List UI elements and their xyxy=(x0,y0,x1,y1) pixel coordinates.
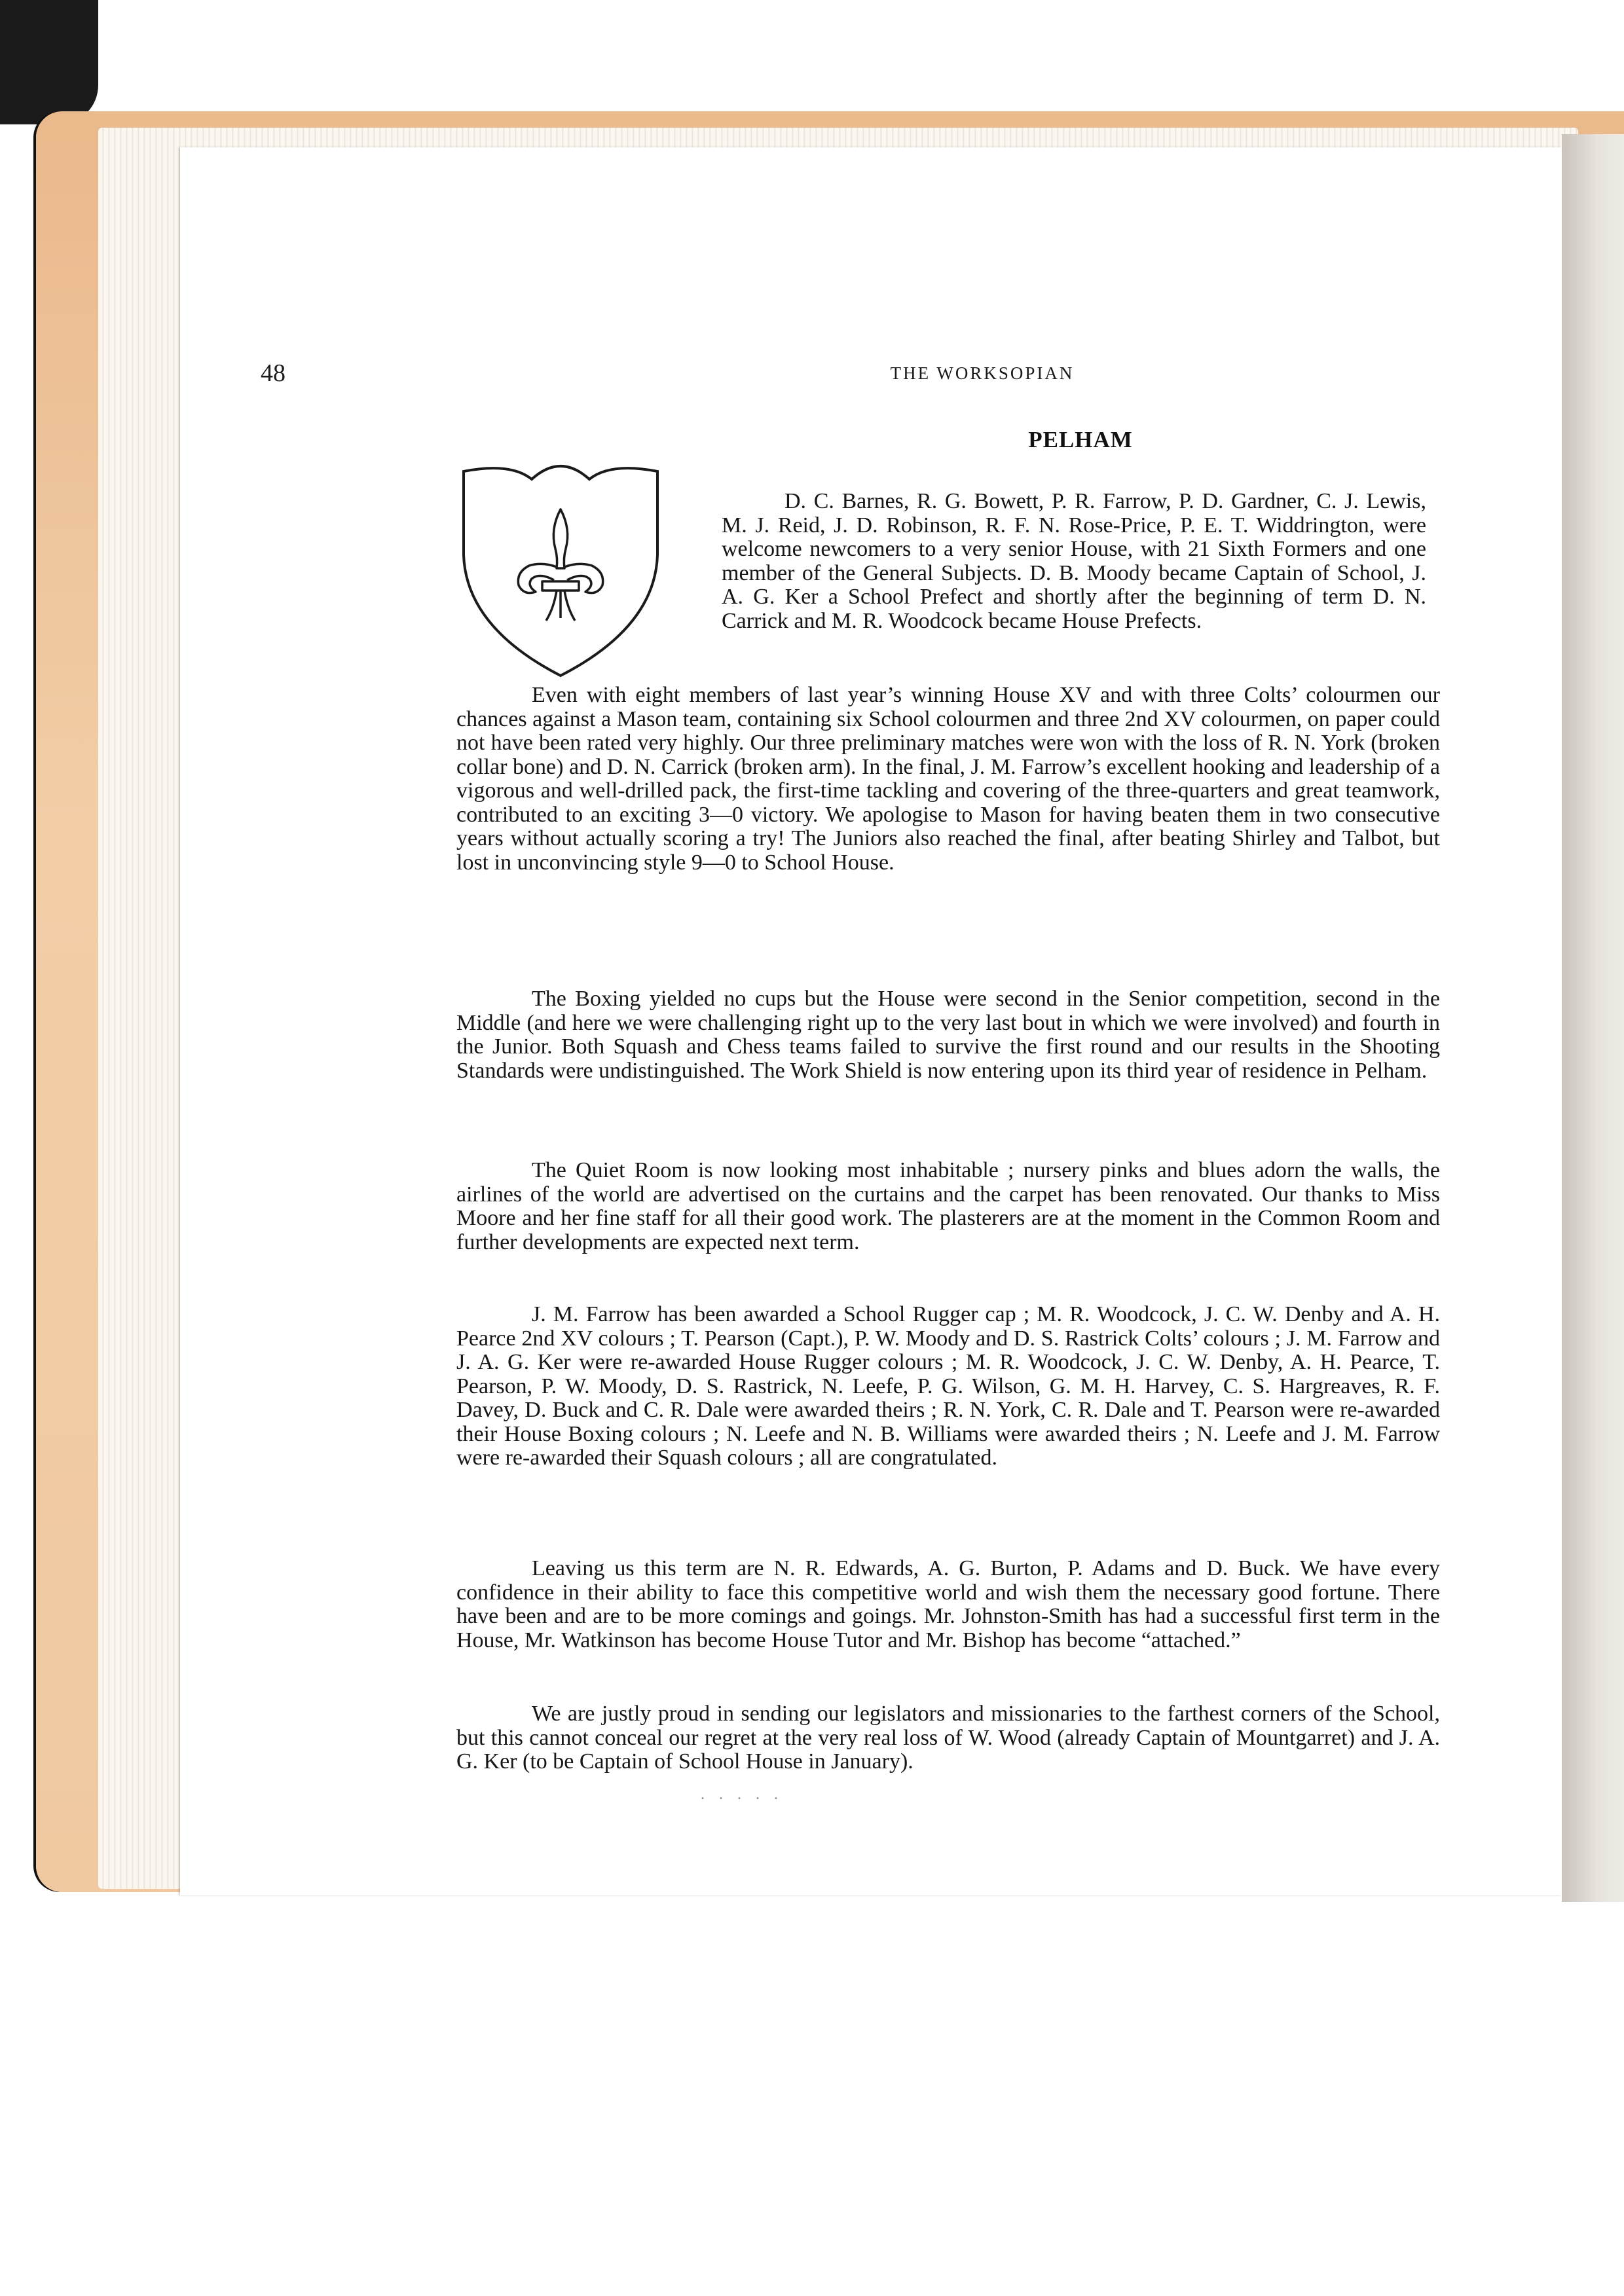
print-specks: . . . . . xyxy=(701,1786,783,1803)
paragraph-boxing: The Boxing yielded no cups but the House were second in the Senior competition, second in the Middle (and here we were challenging right up to the very last bout in which we were involved) and fourth in the Junior. Both Squash and Chess teams failed to survive the first round and our results in the Shooting Standards were undistinguished. The Work Shield is now entering upon its third year of residence in Pelham. xyxy=(456,987,1440,1083)
binding-shadow xyxy=(1562,134,1624,1902)
paragraph-quiet-room: The Quiet Room is now looking most inhabitable ; nursery pinks and blues adorn the walls, the airlines of the world are advertised on the curtains and the carpet has been renovated. Our thanks to Miss Moore and her fine staff for all their good work. The plasterers are at the moment in the Common Room and further developments are expected next term. xyxy=(456,1158,1440,1254)
page-number: 48 xyxy=(261,359,286,387)
scan-corner xyxy=(0,0,98,124)
fleur-de-lis-shield-icon xyxy=(458,457,663,680)
paragraph-legislators: We are justly proud in sending our legislators and missionaries to the farthest corners of the School, but this cannot conceal our regret at the very real loss of W. Wood (already Captain of Mountgarret) and J. A. G. Ker (to be Captain of School House in January). xyxy=(456,1702,1440,1774)
paragraph-leaving: Leaving us this term are N. R. Edwards, A. G. Burton, P. Adams and D. Buck. We have every confidence in their ability to face this competitive world and wish them the necessary good fortune. There have been and are to be more comings and goings. Mr. Johnston-Smith has had a successful first term in the House, Mr. Watkinson has become House Tutor and Mr. Bishop has become “attached.” xyxy=(456,1556,1440,1652)
paragraph-newcomers: D. C. Barnes, R. G. Bowett, P. R. Farrow, P. D. Gardner, C. J. Lewis, M. J. Reid, J. D. Robinson, R. F. N. Rose-Price, P. E. T. Widdrington, were welcome newcomers to a very senior House, with 21 Sixth Formers and one member of the General Subjects. D. B. Moody became Captain of School, J. A. G. Ker a School Prefect and shortly after the beginning of term D. N. Carrick and M. R. Woodcock became House Prefects. xyxy=(722,489,1426,633)
running-head: THE WORKSOPIAN xyxy=(890,363,1075,383)
section-title: PELHAM xyxy=(1028,427,1133,452)
paragraph-colours: J. M. Farrow has been awarded a School Rugger cap ; M. R. Woodcock, J. C. W. Denby and A. H. Pearce 2nd XV colours ; T. Pearson (Capt.), P. W. Moody and D. S. Rastrick Colts’ colours ; J. M. Farrow and J. A. G. Ker were re-awarded House Rugger colours ; M. R. Woodcock, J. C. W. Denby, A. H. Pearce, T. Pearson, P. W. Moody, D. S. Rastrick, N. Leefe, P. G. Wilson, G. M. H. Harvey, C. S. Hargreaves, R. F. Davey, D. Buck and C. R. Dale were awarded theirs ; R. N. York, C. R. Dale and T. Pearson were re-awarded their House Boxing colours ; N. Leefe and N. B. Williams were awarded theirs ; N. Leefe and J. M. Farrow were re-awarded their Squash colours ; all are congratulated. xyxy=(456,1302,1440,1470)
paragraph-rugger: Even with eight members of last year’s winning House XV and with three Colts’ colourmen our chances against a Mason team, containing six School colourmen and three 2nd XV colourmen, on paper could not have been rated very highly. Our three preliminary matches were won with the loss of R. N. York (broken collar bone) and D. N. Carrick (broken arm). In the final, J. M. Farrow’s excellent hooking and leadership of a vigorous and well-drilled pack, the first-time tackling and covering of the three-quarters and great teamwork, contributed to an exciting 3—0 victory. We apologise to Mason for having beaten them in two consecutive years without actually scoring a try! The Juniors also reached the final, after beating Shirley and Talbot, but lost in unconvincing style 9—0 to School House. xyxy=(456,683,1440,875)
